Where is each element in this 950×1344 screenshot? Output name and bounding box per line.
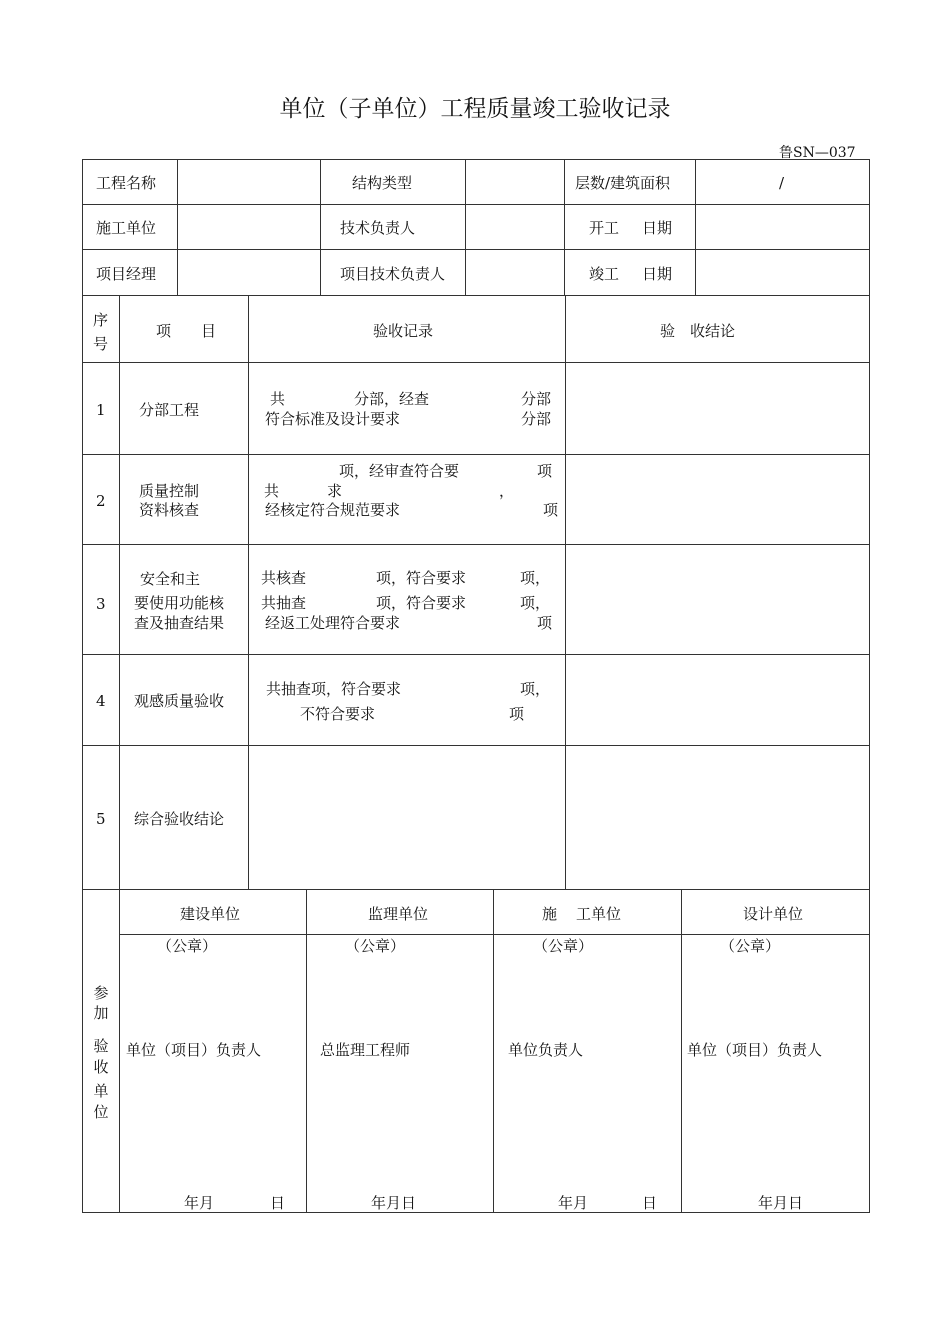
row-divider [82, 204, 870, 205]
record-text: 项，经审查符合要 [339, 462, 460, 480]
participants-label: 收 [93, 1058, 109, 1076]
finish-label: 竣工 [589, 265, 620, 283]
record-text: 项，符合要求 [376, 569, 467, 587]
record-text: 分部 [521, 410, 552, 428]
row-item: 查及抽查结果 [134, 614, 225, 632]
record-text: 求 [327, 482, 343, 500]
builder-unit-header: 工单位 [576, 905, 622, 923]
owner-unit-header: 建设单位 [180, 905, 241, 923]
row-divider [82, 544, 870, 545]
row-divider [119, 934, 870, 935]
designer-person-label: 单位（项目）负责人 [687, 1041, 823, 1059]
record-text: 项 [509, 705, 525, 723]
date-label: 日 [270, 1194, 286, 1212]
record-text: 分部 [521, 390, 552, 408]
finish-date-label: 日期 [642, 265, 673, 283]
col-divider [465, 159, 466, 295]
seal-label: （公章） [533, 937, 594, 955]
record-text: 项， [520, 680, 551, 698]
record-text: 经返工处理符合要求 [265, 614, 401, 632]
record-text: 项 [543, 501, 559, 519]
row-number: 5 [96, 810, 106, 828]
supervisor-unit-header: 监理单位 [368, 905, 429, 923]
row-item: 分部工程 [139, 401, 200, 419]
date-label: 年月 [184, 1194, 215, 1212]
record-text: 共核查 [261, 569, 307, 587]
record-text: 共 [270, 390, 286, 408]
record-text: ， [499, 482, 515, 500]
header-record: 验收记录 [373, 322, 434, 340]
record-text: 共抽查 [261, 594, 307, 612]
col-divider [695, 159, 696, 295]
row-number: 4 [96, 692, 106, 710]
record-text: 共 [264, 482, 280, 500]
header-seq: 号 [93, 335, 109, 353]
seal-label: （公章） [345, 937, 406, 955]
floors-area-label: 层数/建筑面积 [575, 174, 671, 192]
row-item: 质量控制 [139, 482, 200, 500]
col-divider [564, 159, 565, 295]
row-divider [82, 249, 870, 250]
row-divider [82, 362, 870, 363]
record-text: 项 [537, 462, 553, 480]
row-divider [82, 454, 870, 455]
row-item: 综合验收结论 [134, 810, 225, 828]
row-divider [82, 295, 870, 296]
page-title: 单位（子单位）工程质量竣工验收记录 [279, 96, 671, 122]
col-divider [493, 889, 494, 1213]
floors-area-value: / [779, 174, 785, 192]
seal-label: （公章） [157, 937, 218, 955]
start-date-label: 日期 [642, 219, 673, 237]
header-seq: 序 [93, 311, 109, 329]
participants-label: 加 [93, 1004, 109, 1022]
record-text: 经核定符合规范要求 [265, 501, 401, 519]
record-text: 项 [537, 614, 553, 632]
participants-label: 单 [93, 1082, 109, 1100]
row-item: 资料核查 [139, 501, 200, 519]
record-text: 项，符合要求 [376, 594, 467, 612]
row-number: 2 [96, 492, 106, 510]
form-code: 鲁SN—037 [779, 145, 856, 161]
builder-unit-header: 施 [542, 905, 558, 923]
date-label: 年月日 [758, 1194, 804, 1212]
tech-lead-label: 技术负责人 [340, 219, 416, 237]
col-divider [177, 159, 178, 295]
record-text: 不符合要求 [300, 705, 376, 723]
col-divider [320, 159, 321, 295]
row-divider [82, 654, 870, 655]
row-number: 1 [96, 401, 106, 419]
participants-label: 位 [93, 1103, 109, 1121]
date-label: 日 [642, 1194, 658, 1212]
date-label: 年月 [558, 1194, 589, 1212]
row-divider [82, 745, 870, 746]
header-conclusion: 验 收结论 [660, 322, 736, 340]
date-label: 年月日 [371, 1194, 417, 1212]
row-item: 观感质量验收 [134, 692, 225, 710]
row-divider [82, 889, 870, 890]
designer-unit-header: 设计单位 [743, 905, 804, 923]
row-item: 要使用功能核 [134, 594, 225, 612]
owner-person-label: 单位（项目）负责人 [126, 1041, 262, 1059]
contractor-label: 施工单位 [96, 219, 157, 237]
record-text: 共抽查项，符合要求 [266, 680, 402, 698]
record-text: 项， [520, 569, 551, 587]
record-text: 符合标准及设计要求 [265, 410, 401, 428]
supervisor-person-label: 总监理工程师 [320, 1041, 411, 1059]
col-divider [681, 889, 682, 1213]
participants-label: 验 [93, 1037, 109, 1055]
record-text: 项， [520, 594, 551, 612]
pm-label: 项目经理 [96, 265, 157, 283]
seal-label: （公章） [720, 937, 781, 955]
structure-type-label: 结构类型 [352, 174, 413, 192]
header-item: 项 目 [156, 322, 217, 340]
project-tech-lead-label: 项目技术负责人 [340, 265, 446, 283]
project-name-label: 工程名称 [96, 174, 157, 192]
builder-person-label: 单位负责人 [508, 1041, 584, 1059]
col-divider [306, 889, 307, 1213]
col-divider [248, 295, 249, 889]
col-divider [565, 295, 566, 889]
record-text: 分部，经查 [354, 390, 430, 408]
participants-label: 参 [93, 984, 109, 1002]
col-divider [119, 295, 120, 1213]
start-label: 开工 [589, 219, 620, 237]
row-item: 安全和主 [140, 570, 201, 588]
row-number: 3 [96, 595, 106, 613]
